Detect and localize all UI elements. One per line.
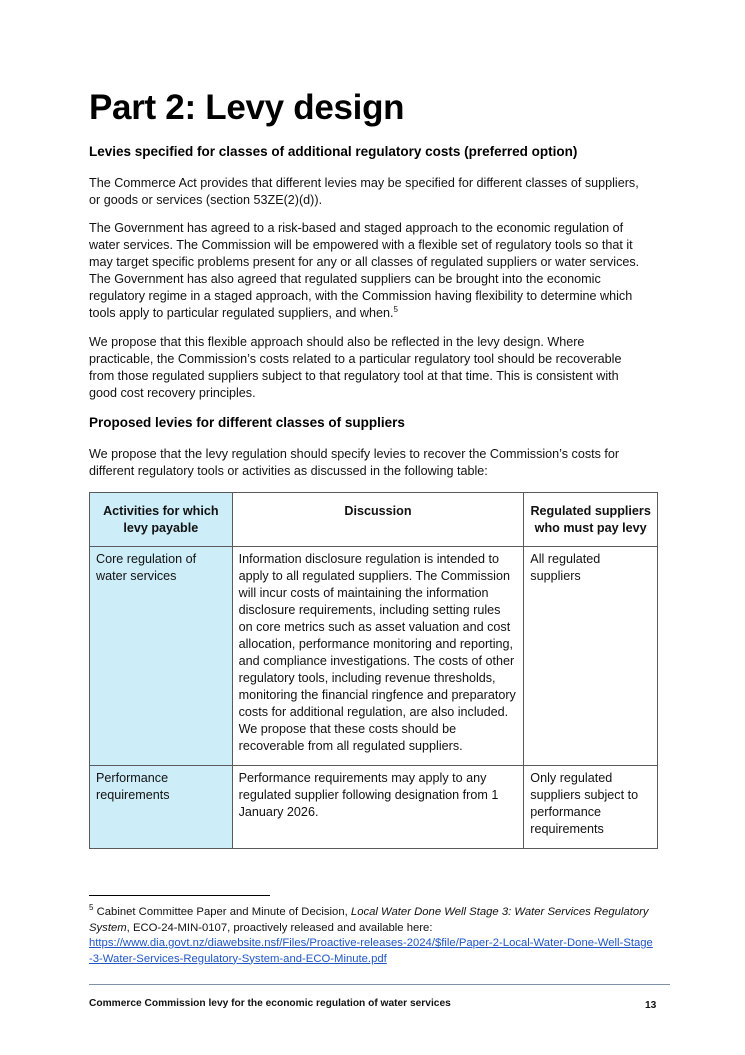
table-header-activities: Activities for which levy payable — [90, 493, 233, 547]
footnote-text-before: Cabinet Committee Paper and Minute of Decision, — [96, 906, 351, 918]
page-title: Part 2: Levy design — [89, 88, 405, 127]
footnote-number: 5 — [89, 903, 94, 913]
table-header-payers: Regulated suppliers who must pay levy — [524, 493, 658, 547]
table-cell-discussion: Performance requirements may apply to any regulated supplier following designation from 1 January 2026. — [232, 766, 524, 849]
footnote-link[interactable]: https://www.dia.govt.nz/diawebsite.nsf/Files/Proactive-releases-2024/$file/Paper-2-Local-Water-Done-Well-Stage-3-Water-Services-Regulatory-System-and-ECO-Minute.pdf — [89, 937, 653, 965]
section-heading-proposed-levies: Proposed levies for different classes of suppliers — [89, 415, 405, 430]
table-header-discussion: Discussion — [232, 493, 524, 547]
footnote-ref[interactable]: 5 — [393, 304, 398, 314]
footnote — [89, 905, 654, 967]
table-row — [90, 547, 658, 766]
table-cell-payers: Only regulated suppliers subject to performance requirements — [524, 766, 658, 849]
table-row — [90, 766, 658, 849]
paragraph-commerce-act: The Commerce Act provides that different levies may be specified for different classes of suppliers, or goods or services (section 53ZE(2)(d)). — [89, 176, 639, 207]
footnote-paper-title: Local Water Done Well Stage 3: Water Services Regulatory System — [89, 906, 649, 934]
table-header-row — [90, 493, 658, 547]
footer-separator — [89, 984, 670, 985]
paragraph-government-approach-text: The Government has agreed to a risk-based and staged approach to the economic regulation of water services. The Commission will be empowered with a flexible set of regulatory tools so that it may target specific problems present for any or all classes of regulated suppliers or water services. The Government has also agreed that regulated suppliers can be brought into the economic regulatory regime in a staged approach, with the Commission having flexibility to determine which tools apply to particular regulated suppliers, and when. — [89, 221, 640, 320]
table-cell-activity: Core regulation of water services — [90, 547, 233, 766]
paragraph-government-approach — [89, 220, 649, 322]
levy-table — [89, 492, 658, 849]
paragraph-flexible-approach: We propose that this flexible approach should also be reflected in the levy design. Where practicable, the Commission’s costs related to a particular regulatory tool should be recoverable from those regulated suppliers subject to that regulatory tool at that time. This is consistent with good cost recovery principles. — [89, 335, 622, 400]
table-cell-payers: All regulated suppliers — [524, 547, 658, 766]
footer-document-title: Commerce Commission levy for the economic regulation of water services — [89, 998, 451, 1009]
footnote-separator — [89, 895, 270, 896]
paragraph-propose-levy-regulation: We propose that the levy regulation should specify levies to recover the Commission’s costs for different regulatory tools or activities as discussed in the following table: — [89, 447, 620, 478]
section-heading-levies-classes: Levies specified for classes of additional regulatory costs (preferred option) — [89, 144, 578, 159]
table-cell-discussion: Information disclosure regulation is intended to apply to all regulated suppliers. The Commission will incur costs of maintaining the information disclosure requirements, including setting rules on core metrics such as asset valuation and cost allocation, performance monitoring and reporting, and compliance investigations. The costs of other regulatory tools, including revenue thresholds, monitoring the financial ringfence and preparatory costs for additional regulation, are also included. We propose that these costs should be recoverable from all regulated suppliers. — [232, 547, 524, 766]
page-number: 13 — [645, 1000, 657, 1011]
table-cell-activity: Performance requirements — [90, 766, 233, 849]
footnote-text-after: , ECO-24-MIN-0107, proactively released and available here: — [126, 921, 433, 934]
